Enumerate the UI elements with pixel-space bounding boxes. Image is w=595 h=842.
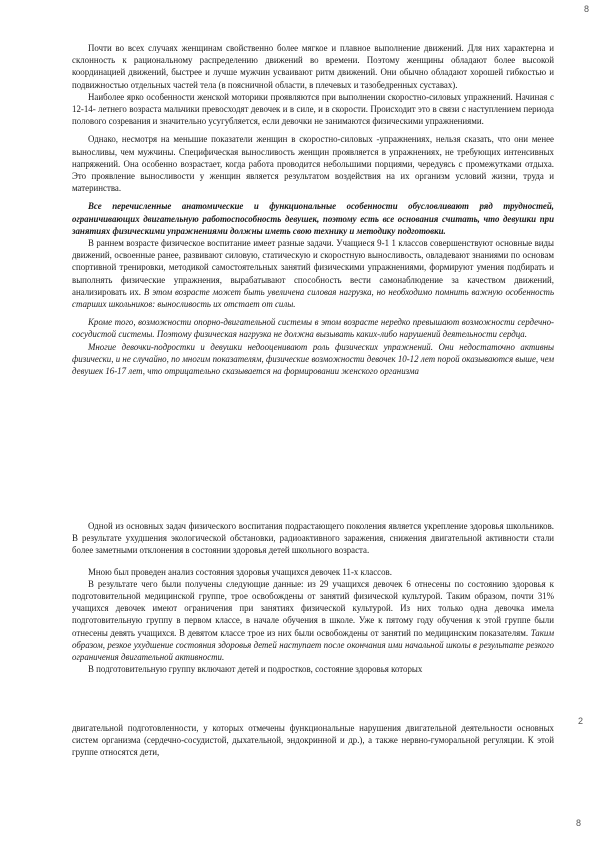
paragraph-results [72,578,554,663]
paragraph-analysis: Мною был проведен анализ состояния здоровья учащихся девочек 11-х классов. [88,566,392,577]
paragraph-difficulties: Все перечисленные анатомические и функциональные особенности обусловливают ряд трудностей, ограничивающих двигательную работоспособность девушек, поэтому есть все основания считать, что девушки при занятиях физическими упражнениями должны иметь свою технику и методику подготовки. [72,201,554,236]
text-block-1 [72,42,554,377]
paragraph-motor-skills: Почти во всех случаях женщинам свойственно более мягкое и плавное выполнение движений. Для них характерна и склонность к рациональному распределению движений во времени. Поэтому женщины обладают более высокой координацией движений, быстрее и лучше мужчин усваивают ритм движений. Они обычно обладают хорошей гибкостью и подвижностью отдельных частей тела (в поясничной области, в плечевых и тазобедренных суставах). [72,43,554,90]
paragraph-continued: двигательной подготовленности, у которых отмечены функциональные нарушения двигательной деятельности основных систем организма (сердечно-сосудистой, дыхательной, эндокринной и др.), а также нервно-гуморальной регуляции. К этой группе относятся дети, [72,723,554,758]
page-number-top: 8 [583,4,589,14]
text-block-2 [72,520,554,675]
results-italic: Таким образом, резкое ухудшение состояния здоровья детей наступает после окончания ими начальной школы в результате резкого ограничения двигательной активности. [72,627,554,663]
page-break-overlap [72,708,554,722]
page-number-bottom: 8 [575,818,581,828]
paragraph-age-tasks [72,237,554,310]
paragraph-speed-strength: Наиболее ярко особенности женской моторики проявляются при выполнении скоростно-силовых упражнений. Начиная с 12-14- летнего возраста мальчики превосходят девочек и в силе, и в скорости. Происходит это в связи с наступлением периода полового созревания и значительно усугубляется, если девочки не занимаются физическими упражнениями. [72,91,554,127]
page-number-middle: 2 [577,716,583,726]
paragraph-endurance: Однако, несмотря на меньшие показатели женщин в скоростно-силовых -упражнениях, нельзя сказать, что они менее выносливы, чем мужчины. Специфическая выносливость женщин проявляется в упражнениях, не требующих интенсивных напряжений. Она особенно возрастает, когда работа проводится небольшими порциями, чередуясь с промежутками отдыха. Это проявление выносливости у женщин является результатом воздействия на их организм условий жизни, труда и материнства. [72,134,554,194]
paragraph-prep-group: В подготовительную группу включают детей и подростков, состояние здоровья которых [88,664,423,675]
results-text: В результате чего были получены следующие данные: из 29 учащихся девочек 6 отнесены по состоянию здоровья к подготовительной медицинской группе, трое освобождены от занятий физической культурой. Таким образом, почти 31% учащихся девочек имеют ограничения при занятиях физической культурой. Из них только одна девочка имела подготовительную группу в первом классе, в начале обучения в школе. Уже к пятому году обучения к этой группе были отнесены девять учащихся. В девятом классе трое из них были освобождены от занятий по медицинским показателям. [72,578,554,638]
paragraph-cardio: Кроме того, возможности опорно-двигательной системы в этом возрасте нередко превышают возможности сердечно-сосудистой системы. Поэтому физическая нагрузка не должна вызывать каких-либо нарушений деятельности сердца. [72,317,554,340]
paragraph-girls-activity: Многие девочки-подростки и девушки недооценивают роль физических упражнений. Они недостаточно активны физически, и не случайно, по многим показателям, физические возможности девочек 10-12 лет порой оказываются выше, чем девушек 16-17 лет, что отрицательно сказывается на формировании женского организма [72,341,554,377]
age-tasks-italic: В этом возрасте может быть увеличена силовая нагрузка, но необходимо помнить важную особенность старших школьников: выносливость их отстает от силы. [72,286,554,310]
paragraph-health-task: Одной из основных задач физического воспитания подрастающего поколения является укрепление здоровья школьников. В результате ухудшения экологической обстановки, радиоактивного заражения, снижения двигательной активности стали более заметными отклонения в состоянии здоровья детей школьного возраста. [72,521,554,556]
age-tasks-text: В раннем возрасте физическое воспитание имеет разные задачи. Учащиеся 9-1 1 классов совершенствуют основные виды движений, освоенные ранее, развивают силовую, статическую и скоростную выносливость, овладевают знаниями по основам спортивной тренировки, методикой самостоятельных занятий физическими упражнениями, формируют умения подбирать и выполнять физические упражнения, вырабатывают способность вести самонаблюдение за качеством движений, анализировать их. [72,238,554,297]
text-block-3 [72,722,554,759]
